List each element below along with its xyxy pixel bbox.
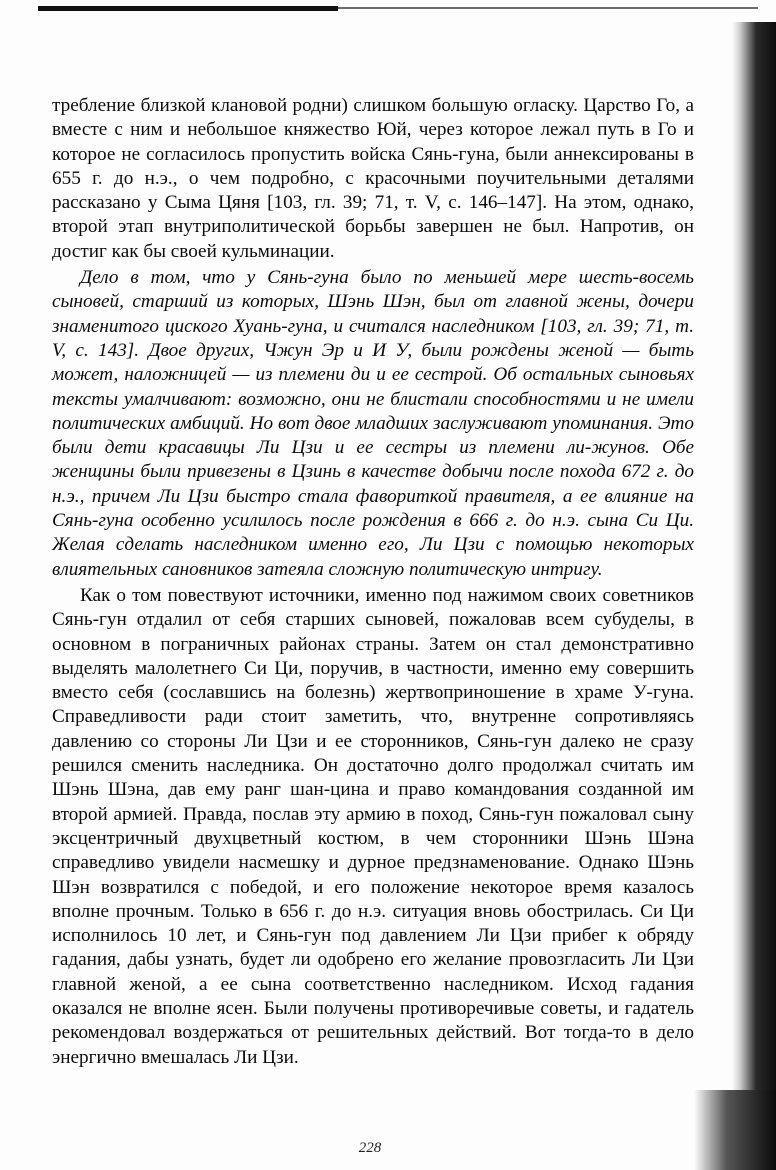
- page-number: 228: [358, 1140, 382, 1156]
- paragraph-1: требление близкой клановой родни) слишком большую огласку. Царство Го, а вместе с ним и небольшое княжество Юй, через которое лежал путь в Го и которое не согласилось пропустить войска Сянь-гуна, были аннексированы в 655 г. до н.э., о чем подробно, с красочными поучительными деталями рассказано у Сыма Цяня [103, гл. 39; 71, т. V, с. 146–147]. На этом, однако, второй этап внутриполитической борьбы завершен не был. Напротив, он достиг как бы своей кульминации.: [52, 95, 694, 262]
- body-text: [52, 94, 694, 1070]
- scan-edge-top-line: [338, 7, 758, 9]
- paragraph-2: Дело в том, что у Сянь-гуна было по меньшей мере шесть-восемь сыновей, старший из которых, Шэнь Шэн, был от главной жены, дочери знаменитого циского Хуань-гуна, и считался наследником [103, гл. 39; 71, т. V, с. 143]. Двое других, Чжун Эр и И У, были рождены женой — быть может, наложницей — из племени ди и ее сестрой. Об остальных сыновьях тексты умалчивают: возможно, они не блистали способностями и не имели политических амбиций. Но вот двое младших заслуживают упоминания. Это были дети красавицы Ли Цзи и ее сестры из племени ли-жунов. Обе женщины были привезены в Цзинь в качестве добычи после похода 672 г. до н.э., причем Ли Цзи быстро стала фавориткой правителя, а ее влияние на Сянь-гуна особенно усилилось после рождения в 666 г. до н.э. сына Си Ци. Желая сделать наследником именно его, Ли Цзи с помощью некоторых влиятельных сановников затеяла сложную политическую интригу.: [52, 267, 694, 580]
- scan-edge-top: [38, 6, 338, 11]
- scan-corner-shadow: [694, 1090, 776, 1170]
- scan-edge-right: [732, 22, 776, 1170]
- paragraph-3: Как о том повествуют источники, именно под нажимом своих советников Сянь-гун отдалил от себя старших сыновей, пожаловав всем субуделы, в основном в пограничных районах страны. Затем он стал демонстративно выделять малолетнего Си Ци, поручив, в частности, именно ему совершить вместо себя (сославшись на болезнь) жертвоприношение в храме У-гуна. Справедливости ради стоит заметить, что, внутренне сопротивляясь давлению со стороны Ли Цзи и ее сторонников, Сянь-гун далеко не сразу решился сменить наследника. Он достаточно долго продолжал считать им Шэнь Шэна, дав ему ранг шан-цина и право командования созданной им второй армией. Правда, послав эту армию в поход, Сянь-гун пожаловал сыну эксцентричный двухцветный костюм, в чем сторонники Шэнь Шэна справедливо увидели насмешку и дурное предзнаменование. Однако Шэнь Шэн возвратился с победой, и его положение некоторое время казалось вполне прочным. Только в 656 г. до н.э. ситуация вновь обострилась. Си Ци исполнилось 10 лет, и Сянь-гун под давлением Ли Цзи прибег к обряду гадания, дабы узнать, будет ли одобрено его желание провозгласить Ли Цзи главной женой, а ее сына соответственно наследником. Исход гадания оказался не вполне ясен. Были получены противоречивые советы, и гадатель рекомендовал воздержаться от решительных действий. Вот тогда-то в дело энергично вмешалась Ли Цзи.: [52, 584, 694, 1068]
